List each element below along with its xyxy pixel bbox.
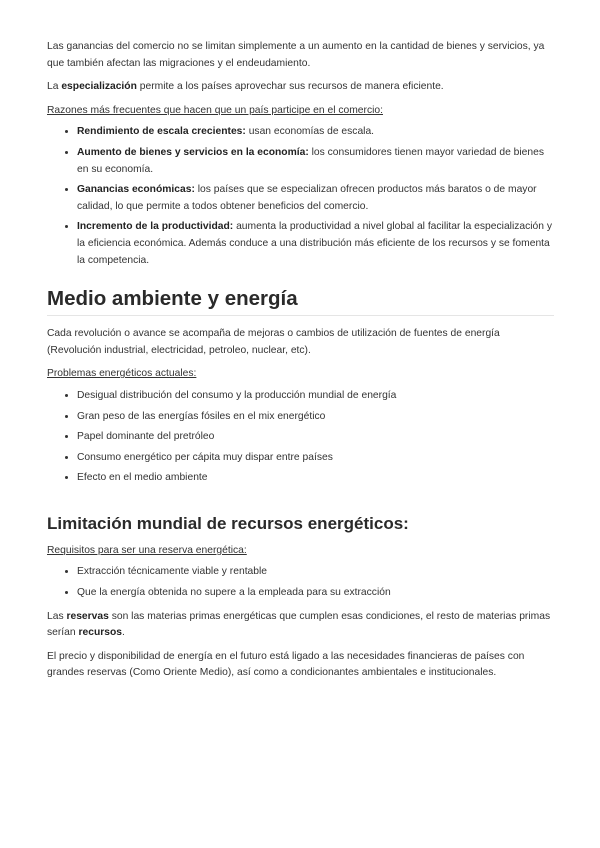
problems-list: [47, 388, 554, 487]
list-item: • Consumo energético per cápita muy dispar entre países: [77, 450, 554, 467]
reason-title: Rendimiento de escala crecientes:: [77, 126, 246, 138]
specialization-text-after: permite a los países aprovechar sus recursos de manera eficiente.: [136, 81, 444, 93]
reserves-text-c: son las materias primas energéticas que cumplen esas condiciones, el resto de materias primas serían: [47, 610, 551, 639]
reason-title: Incremento de la productividad:: [77, 221, 234, 233]
requirements-list: [47, 564, 554, 601]
reserves-term: reservas: [66, 610, 109, 622]
reasons-heading: Razones más frecuentes que hacen que un país participe en el comercio:: [47, 104, 383, 116]
list-item: [77, 124, 554, 141]
list-item: [77, 145, 554, 178]
intro-paragraph: Las ganancias del comercio no se limitan simplemente a un aumento en la cantidad de bienes y servicios, ya que también afectan las migraciones y el endeudamiento.: [47, 41, 545, 69]
reason-text: los países que se especializan ofrecen productos más baratos o de mayor calidad, lo que permite a todos obtener beneficios del comercio.: [77, 184, 537, 212]
list-item: • Papel dominante del pretróleo: [77, 429, 554, 446]
list-item: [77, 182, 554, 215]
reason-text: aumenta la productividad a nivel global al facilitar la especialización y la eficiencia económica. Además conduce a una distribución más eficiente de los recursos y se fomenta la competencia.: [77, 221, 553, 266]
reason-title: Aumento de bienes y servicios en la economía:: [77, 146, 309, 158]
energy-section-title: Medio ambiente y energía: [47, 287, 554, 316]
limits-section-title: Limitación mundial de recursos energéticos:: [47, 513, 409, 533]
energy-paragraph: Cada revolución o avance se acompaña de mejoras o cambios de utilización de fuentes de energía (Revolución industrial, electricidad, petroleo, nuclear, etc).: [47, 328, 500, 356]
price-paragraph: El precio y disponibilidad de energía en el futuro está ligado a las necesidades financieras de países con grandes reservas (Como Oriente Medio), así como a condicionantes ambientales e institucionales.: [47, 650, 525, 679]
list-item: • Gran peso de las energías fósiles en el mix energético: [77, 409, 554, 426]
list-item: • Extracción técnicamente viable y rentable: [77, 564, 554, 581]
resources-term: recursos: [78, 627, 122, 639]
reserves-text-a: Las: [47, 610, 67, 622]
specialization-term: especialización: [61, 81, 137, 93]
requirements-heading: Requisitos para ser una reserva energética:: [47, 544, 247, 556]
reason-text: los consumidores tienen mayor variedad de bienes en su economía.: [77, 146, 545, 175]
specialization-paragraph: [47, 79, 554, 96]
reasons-list: [47, 124, 554, 269]
specialization-text-before: La: [47, 81, 62, 93]
problems-heading: Problemas energéticos actuales:: [47, 368, 197, 380]
list-item: • Efecto en el medio ambiente: [77, 470, 554, 487]
reserves-text-e: .: [122, 627, 125, 639]
list-item: • Desigual distribución del consumo y la producción mundial de energía: [77, 388, 554, 405]
list-item: • Que la energía obtenida no supere a la empleada para su extracción: [77, 585, 554, 602]
reason-title: Ganancias económicas:: [77, 184, 195, 196]
reason-text: usan economías de escala.: [245, 126, 375, 138]
list-item: [77, 219, 554, 269]
reserves-paragraph: [47, 609, 554, 642]
